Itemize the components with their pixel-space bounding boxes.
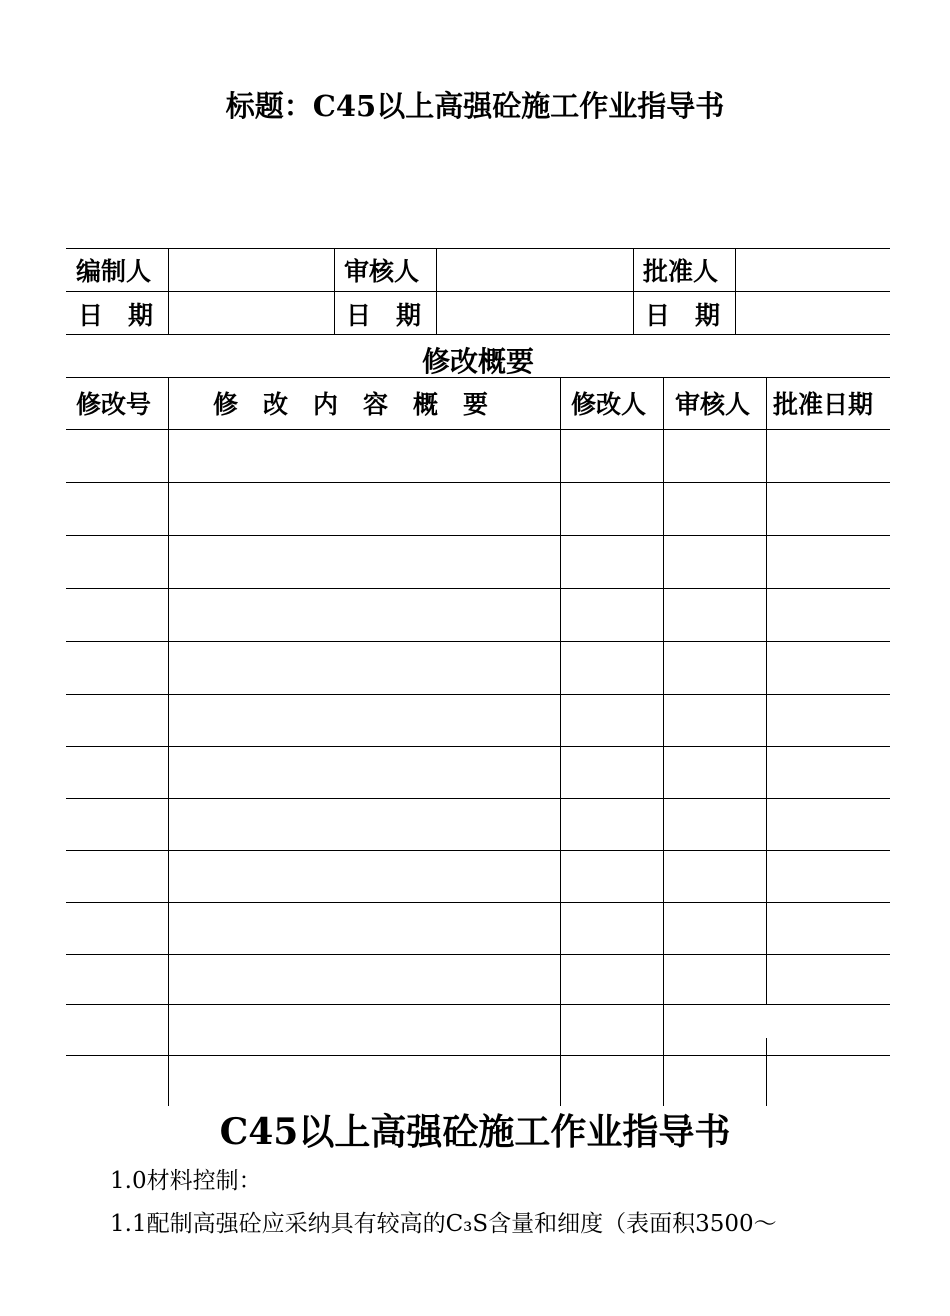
table-row (66, 588, 890, 589)
table-row (66, 482, 890, 483)
table-row (66, 746, 890, 747)
table-rule (633, 248, 634, 334)
table-rule (560, 377, 561, 1106)
table-rule (66, 334, 890, 335)
table-row (66, 954, 890, 955)
table-rule (663, 377, 664, 1106)
table-row (66, 694, 890, 695)
table-rule (436, 248, 437, 334)
table-rule (735, 248, 736, 334)
table-row (66, 641, 890, 642)
header-modifier: 修改人 (571, 390, 647, 419)
table-row (66, 535, 890, 536)
header-approve-date: 批准日期 (773, 390, 874, 419)
header-reviewer: 审核人 (675, 390, 751, 419)
date-label: 日 期 (645, 301, 721, 330)
revision-section-title: 修改概要 (421, 345, 534, 378)
header-content: 修 改 内 容 概 要 (213, 390, 489, 419)
approver-label: 批准人 (643, 257, 719, 286)
table-rule (766, 1038, 767, 1106)
document-heading: C45以上高强砼施工作业指导书 (219, 1111, 731, 1153)
table-rule (168, 248, 169, 334)
table-rule (66, 429, 890, 430)
header-rev-no: 修改号 (76, 390, 152, 419)
reviewer-label: 审核人 (344, 257, 420, 286)
paragraph-cement-spec: 1.1配制高强砼应采纳具有较高的C₃S含量和细度（表面积3500～ (110, 1211, 777, 1237)
table-rule (66, 248, 890, 249)
table-row (66, 1055, 890, 1056)
table-row (66, 902, 890, 903)
compiler-label: 编制人 (76, 257, 152, 286)
table-rule (66, 291, 890, 292)
paragraph-material-control: 1.0材料控制： (110, 1168, 262, 1194)
table-row (66, 1004, 890, 1005)
table-row (66, 850, 890, 851)
table-rule (334, 248, 335, 334)
date-label: 日 期 (78, 301, 154, 330)
date-label: 日 期 (346, 301, 422, 330)
table-rule (168, 377, 169, 1106)
table-rule (766, 377, 767, 1005)
page-title: 标题：C45以上高强砼施工作业指导书 (225, 89, 725, 123)
table-row (66, 798, 890, 799)
